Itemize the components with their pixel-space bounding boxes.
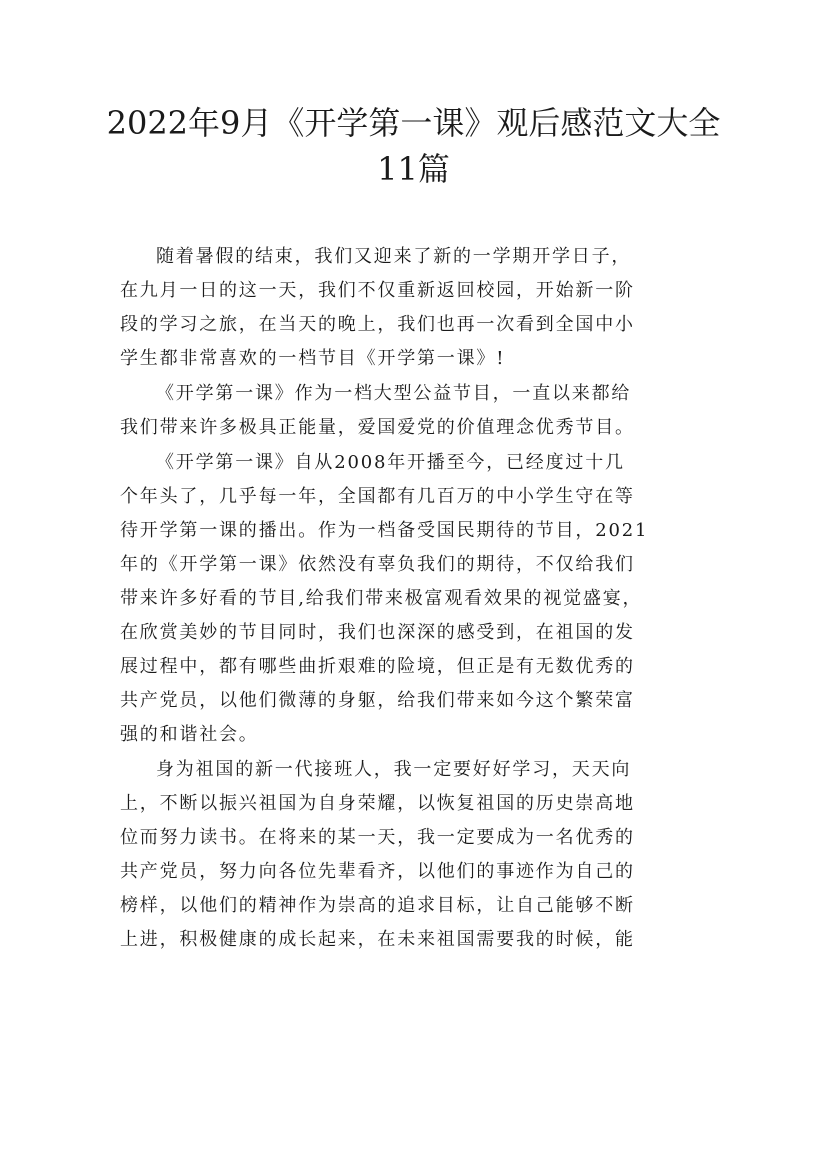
- text-line: 共产党员，努力向各位先辈看齐，以他们的事迹作为自己的: [120, 861, 635, 882]
- document-title: [100, 100, 727, 192]
- text-line: 学生都非常喜欢的一档节目《开学第一课》!: [120, 348, 506, 369]
- text-line: 段的学习之旅，在当天的晚上，我们也再一次看到全国中小: [120, 314, 635, 335]
- text-line: 位而努力读书。在将来的某一天，我一定要成为一名优秀的: [120, 827, 635, 848]
- text-line: 在欣赏美妙的节目同时，我们也深深的感受到，在祖国的发: [120, 622, 635, 643]
- text-line: 身为祖国的新一代接班人，我一定要好好学习，天天向: [156, 759, 632, 780]
- title-line-1: 2022年9月《开学第一课》观后感范文大全: [106, 104, 721, 142]
- text-line: 随着暑假的结束，我们又迎来了新的一学期开学日子，: [156, 246, 632, 267]
- text-line: 上，不断以振兴祖国为自身荣耀，以恢复祖国的历史崇高地: [120, 793, 635, 814]
- text-line: 榜样，以他们的精神作为崇高的追求目标，让自己能够不断: [120, 895, 635, 916]
- paragraph-3: [120, 446, 712, 752]
- paragraph-4: [120, 753, 712, 957]
- title-line-2: 11篇: [377, 150, 450, 188]
- text-line: 带来许多好看的节目,给我们带来极富观看效果的视觉盛宴，: [120, 588, 643, 609]
- text-line: 展过程中，都有哪些曲折艰难的险境，但正是有无数优秀的: [120, 656, 635, 677]
- text-line: 在九月一日的这一天，我们不仅重新返回校园，开始新一阶: [120, 280, 635, 301]
- text-line: 待开学第一课的播出。作为一档备受国民期待的节目，2021: [120, 520, 649, 541]
- document-body: [120, 240, 712, 958]
- paragraph-1: [120, 240, 712, 376]
- text-line: 上进，积极健康的成长起来，在未来祖国需要我的时候，能: [120, 929, 635, 950]
- text-line: 共产党员，以他们微薄的身躯，给我们带来如今这个繁荣富: [120, 690, 635, 711]
- text-line: 我们带来许多极具正能量，爱国爱党的价值理念优秀节目。: [120, 417, 635, 438]
- paragraph-2: [120, 377, 712, 445]
- text-line: 个年头了，几乎每一年，全国都有几百万的中小学生守在等: [120, 486, 635, 507]
- text-line: 《开学第一课》自从2008年开播至今，已经度过十几: [156, 452, 625, 473]
- text-line: 《开学第一课》作为一档大型公益节目，一直以来都给: [156, 383, 632, 404]
- text-line: 年的《开学第一课》依然没有辜负我们的期待，不仅给我们: [120, 554, 635, 575]
- text-line: 强的和谐社会。: [120, 724, 259, 745]
